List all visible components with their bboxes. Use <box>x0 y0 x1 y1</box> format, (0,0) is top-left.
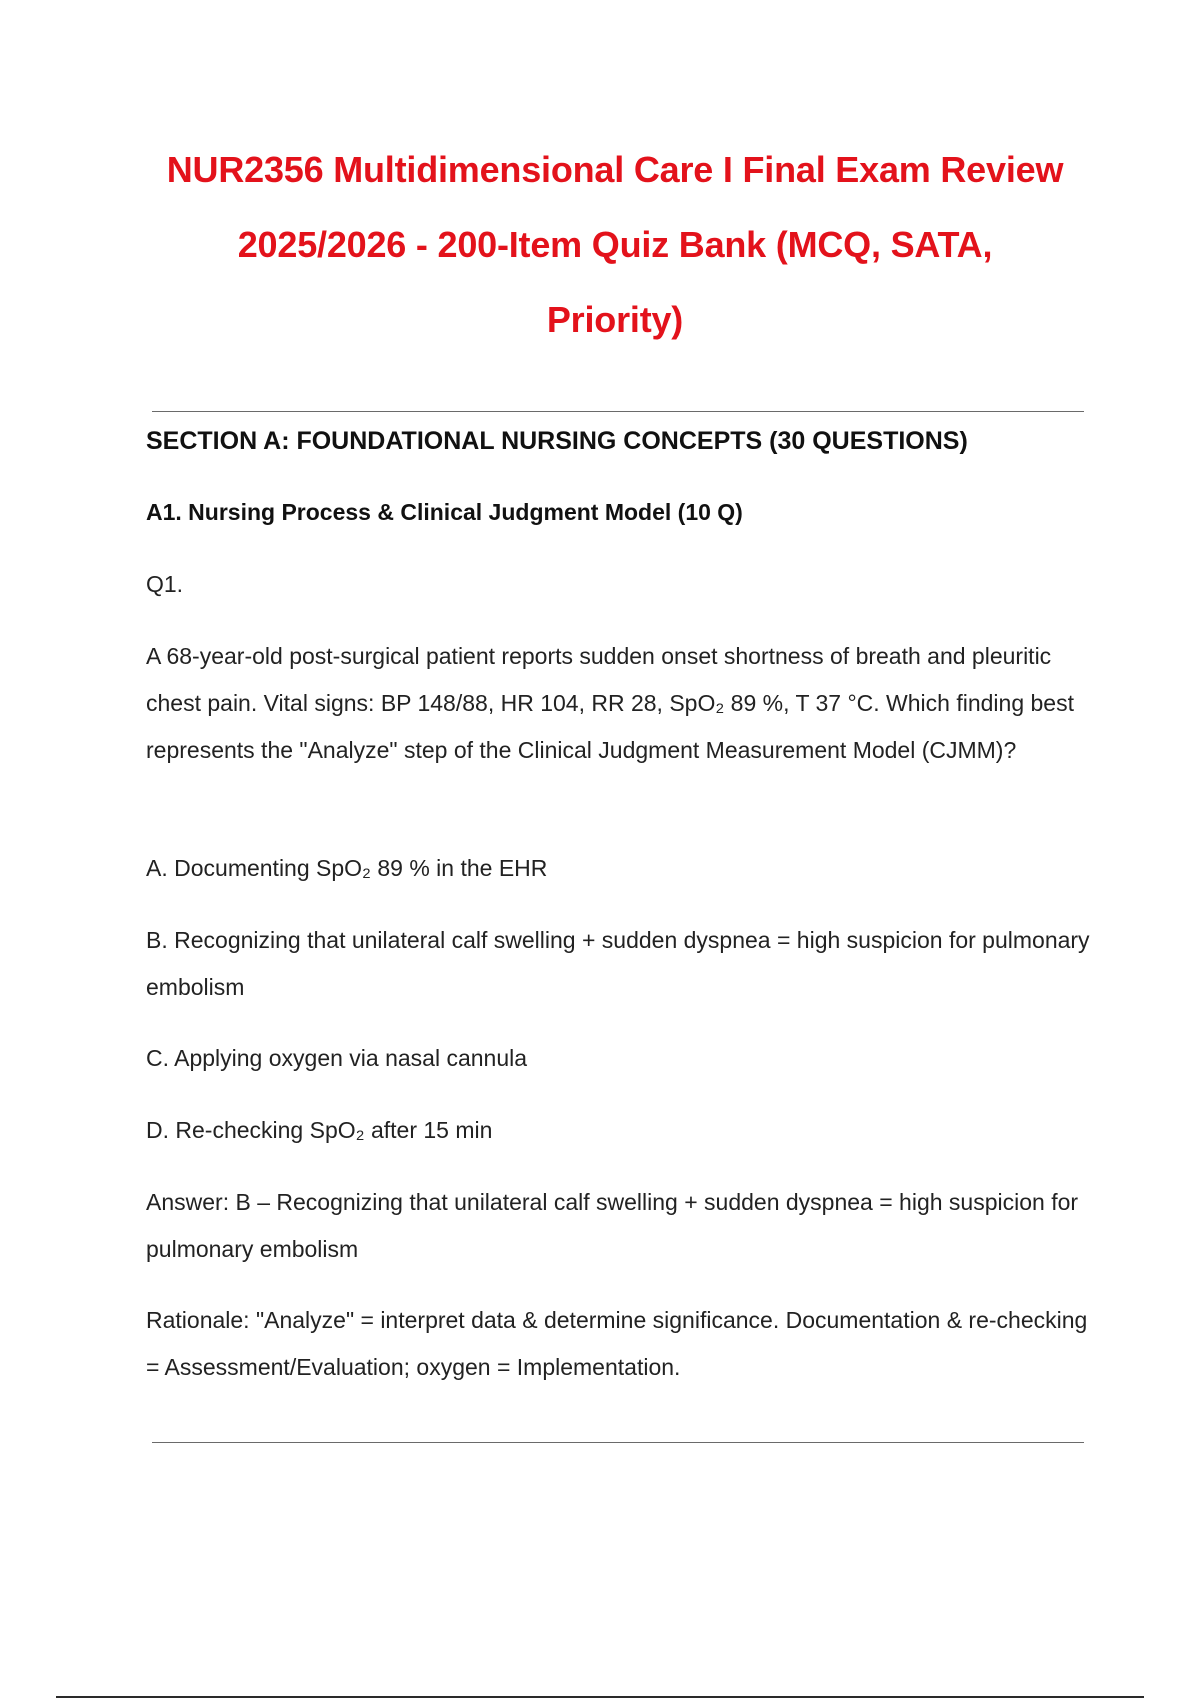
page-footer-line <box>56 1696 1144 1698</box>
answer-option-c: C. Applying oxygen via nasal cannula <box>146 1045 528 1071</box>
section-heading: SECTION A: FOUNDATIONAL NURSING CONCEPTS (30 QUESTIONS) <box>146 427 968 455</box>
bottom-divider <box>152 1442 1084 1443</box>
answer-option-b: B. Recognizing that unilateral calf swelling + sudden dyspnea = high suspicion for pulmonary embolism <box>146 927 1090 1000</box>
answer-key: Answer: B – Recognizing that unilateral calf swelling + sudden dyspnea = high suspicion for pulmonary embolism <box>146 1189 1079 1262</box>
subsection-heading: A1. Nursing Process & Clinical Judgment Model (10 Q) <box>146 499 743 525</box>
question-number: Q1. <box>146 571 184 597</box>
question-stem: A 68-year-old post-surgical patient reports sudden onset shortness of breath and pleuritic chest pain. Vital signs: BP 148/88, HR 104, RR 28, SpO₂ 89 %, T 37 °C. Which finding best represents the "Analyze" step of the Clinical Judgment Measurement Model (CJMM)? <box>146 643 1074 763</box>
answer-option-a: A. Documenting SpO₂ 89 % in the EHR <box>146 855 548 881</box>
rationale: Rationale: "Analyze" = interpret data & determine significance. Documentation & re-checking = Assessment/Evaluation; oxygen = Implementation. <box>146 1307 1088 1380</box>
title-line-2: 2025/2026 - 200-Item Quiz Bank (MCQ, SATA, <box>237 224 993 265</box>
document-title <box>100 132 1130 357</box>
title-line-3: Priority) <box>546 299 684 340</box>
top-divider <box>152 411 1084 412</box>
answer-option-d: D. Re-checking SpO₂ after 15 min <box>146 1117 493 1143</box>
title-line-1: NUR2356 Multidimensional Care I Final Exam Review <box>166 149 1064 190</box>
